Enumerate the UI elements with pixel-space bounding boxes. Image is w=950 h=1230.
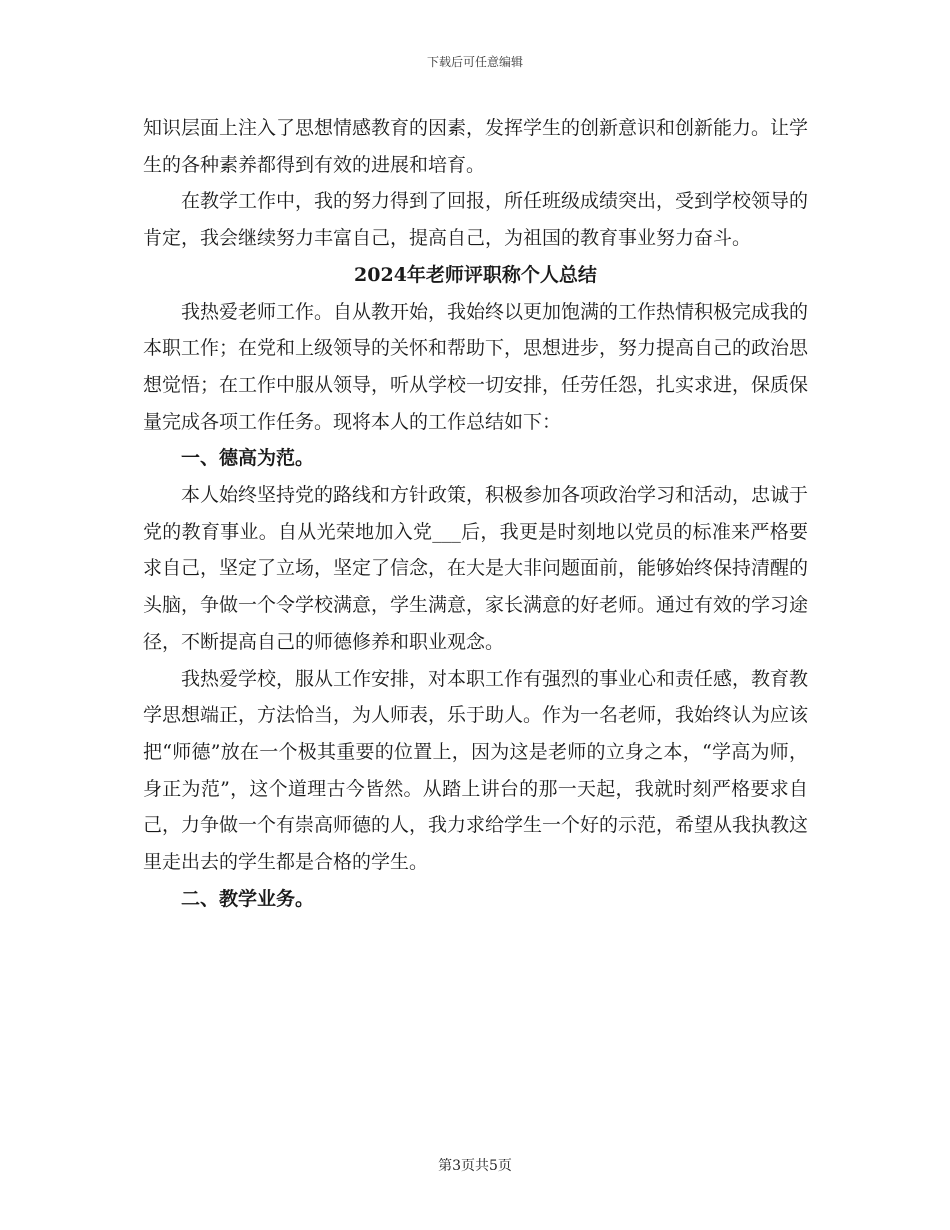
paragraph: 本人始终坚持党的路线和方针政策，积极参加各项政治学习和活动，忠诚于党的教育事业。自从光荣地加入党___后，我更是时刻地以党员的标准来严格要求自己，坚定了立场，坚定了信念，在大是大非问题面前，能够始终保持清醒的头脑，争做一个令学校满意，学生满意，家长满意的好老师。通过有效的学习途径，不断提高自己的师德修养和职业观念。	[143, 484, 809, 653]
section-heading: 一、德高为范。	[181, 447, 315, 470]
page-number: 第3页共5页	[438, 1158, 512, 1174]
paragraph-continued: 知识层面上注入了思想情感教育的因素，发挥学生的创新意识和创新能力。让学生的各种素养都得到有效的进展和培育。	[143, 117, 809, 176]
paragraph: 我热爱老师工作。自从教开始，我始终以更加饱满的工作热情积极完成我的本职工作；在党和上级领导的关怀和帮助下，思想进步，努力提高自己的政治思想觉悟；在工作中服从领导，听从学校一切安排，任劳任怨，扎实求进，保质保量完成各项工作任务。现将本人的工作总结如下：	[143, 300, 809, 433]
document-title: 2024年老师评职称个人总结	[354, 263, 597, 286]
document-body	[143, 110, 808, 917]
page-header-note: 下载后可任意编辑	[426, 55, 523, 69]
paragraph: 我热爱学校，服从工作安排，对本职工作有强烈的事业心和责任感，教育教学思想端正，方法恰当，为人师表，乐于助人。作为一名老师，我始终认为应该把“师德”放在一个极其重要的位置上，因为这是老师的立身之本，“学高为师，身正为范”，这个道理古今皆然。从踏上讲台的那一天起，我就时刻严格要求自己，力争做一个有崇高师德的人，我力求给学生一个好的示范，希望从我执教这里走出去的学生都是合格的学生。	[143, 667, 809, 874]
section-heading: 二、教学业务。	[181, 887, 315, 910]
paragraph: 在教学工作中，我的努力得到了回报，所任班级成绩突出，受到学校领导的肯定，我会继续努力丰富自己，提高自己，为祖国的教育事业努力奋斗。	[143, 190, 809, 250]
